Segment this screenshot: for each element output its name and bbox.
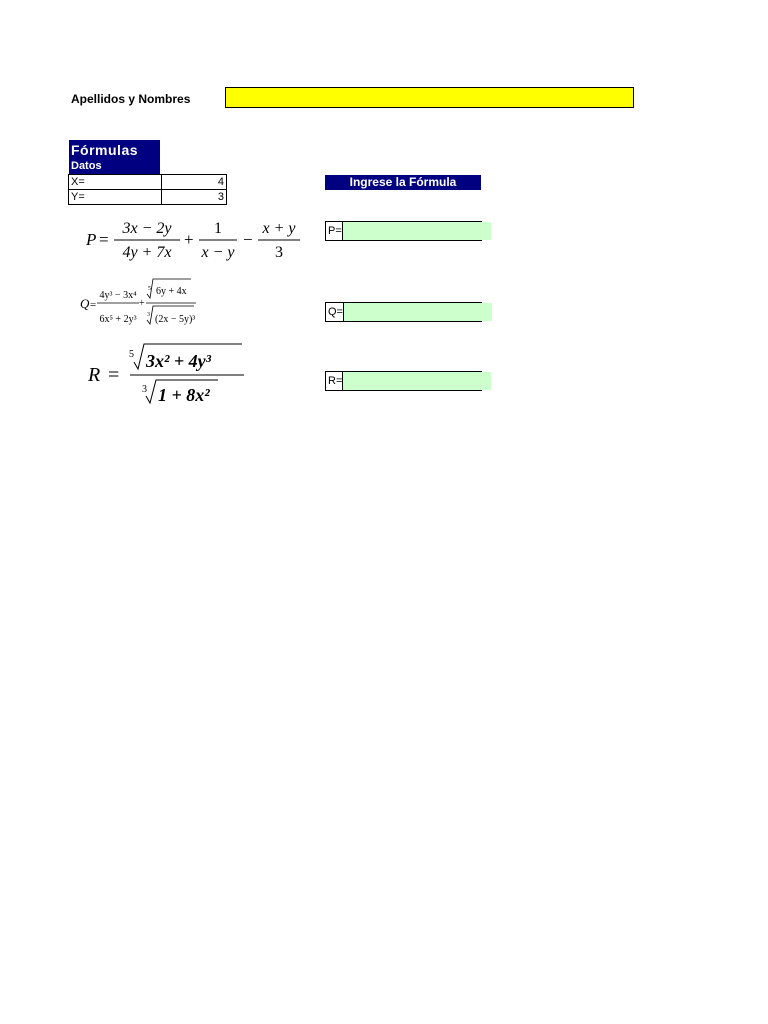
formula-r-den-index: 3 bbox=[142, 384, 147, 395]
x-label: X= bbox=[69, 175, 162, 190]
formula-p-eq: = bbox=[99, 230, 109, 249]
formula-p-t2-den: x − y bbox=[201, 244, 235, 261]
data-table bbox=[68, 174, 227, 205]
formula-q-op: + bbox=[139, 298, 145, 309]
formulas-header bbox=[69, 140, 160, 174]
y-label: Y= bbox=[69, 190, 162, 205]
formula-r-num-index: 5 bbox=[129, 349, 134, 360]
answer-header: Ingrese la Fórmula bbox=[325, 175, 481, 190]
formula-r-den-rad: 1 + 8x² bbox=[158, 385, 210, 405]
formula-q-den-index: 3 bbox=[147, 312, 150, 318]
formula-q-num-rad: 6y + 4x bbox=[156, 286, 187, 297]
answer-label-p: P= bbox=[326, 222, 343, 240]
formula-p-t1-den: 4y + 7x bbox=[122, 244, 172, 261]
answer-input-r[interactable] bbox=[343, 372, 491, 390]
answer-label-r: R= bbox=[326, 372, 343, 390]
datos-label: Datos bbox=[71, 160, 102, 172]
formula-q-eq: = bbox=[90, 299, 97, 311]
formula-p-t2-num: 1 bbox=[214, 220, 222, 237]
answer-input-p[interactable] bbox=[343, 222, 491, 240]
formula-r-eq: = bbox=[108, 364, 120, 386]
answer-label-q: Q= bbox=[326, 303, 344, 321]
formula-p-t3-num: x + y bbox=[262, 220, 296, 237]
formula-p-t1-num: 3x − 2y bbox=[122, 220, 172, 237]
formula-p-lhs: P bbox=[86, 230, 97, 249]
x-value[interactable]: 4 bbox=[162, 175, 227, 190]
formula-p-op2: − bbox=[243, 230, 253, 249]
answer-input-q[interactable] bbox=[344, 303, 492, 321]
answer-row-q bbox=[325, 302, 482, 322]
formulas-title: Fórmulas bbox=[71, 142, 139, 158]
name-label: Apellidos y Nombres bbox=[71, 92, 191, 106]
formula-r-num-rad: 3x² + 4y³ bbox=[146, 351, 212, 371]
formula-p-t3-den: 3 bbox=[275, 244, 283, 261]
formula-r bbox=[84, 340, 254, 408]
formula-p-op1: + bbox=[184, 230, 194, 249]
answer-row-p bbox=[325, 221, 482, 241]
name-input[interactable] bbox=[225, 87, 634, 108]
formula-q-den-rad: (2x − 5y)³ bbox=[155, 314, 196, 325]
formula-q-lhs: Q bbox=[80, 296, 90, 311]
formula-q-num-index: 5 bbox=[148, 286, 151, 292]
formula-r-lhs: R bbox=[88, 364, 101, 386]
answer-row-r bbox=[325, 371, 482, 391]
table-row bbox=[69, 190, 227, 205]
formula-q bbox=[78, 276, 203, 332]
table-row bbox=[69, 175, 227, 190]
y-value[interactable]: 3 bbox=[162, 190, 227, 205]
formula-q-t1-num: 4y³ − 3x⁴ bbox=[99, 290, 137, 301]
formula-q-t1-den: 6x⁵ + 2y³ bbox=[99, 314, 137, 325]
formula-p bbox=[80, 212, 310, 268]
